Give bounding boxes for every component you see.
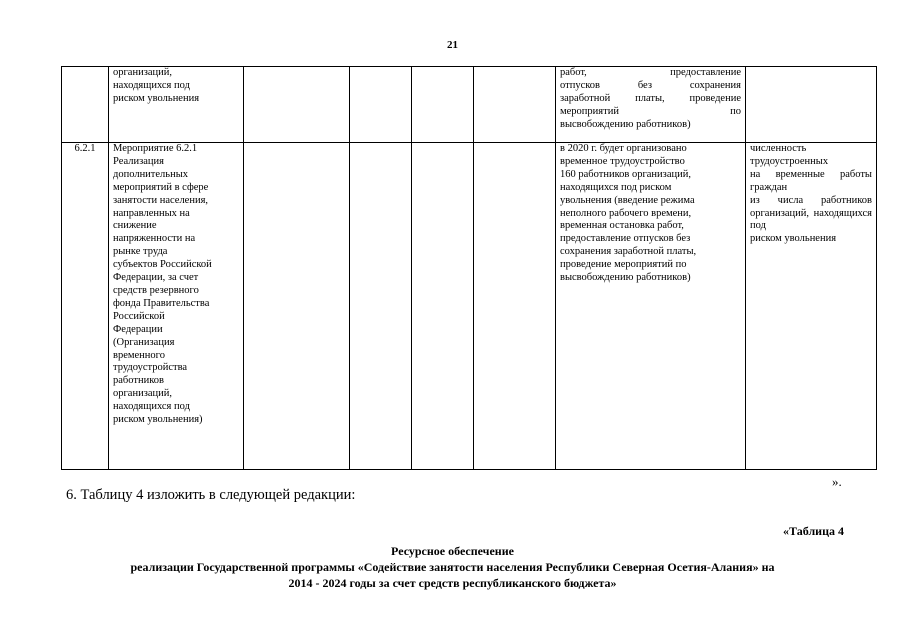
instruction-text: 6. Таблицу 4 изложить в следующей редакции: xyxy=(66,487,356,503)
cell-line: заработной платы, проведение xyxy=(560,92,741,104)
cell-empty xyxy=(474,67,556,143)
cell-line: проведение мероприятий по xyxy=(560,259,687,271)
cell-line: занятости населения, xyxy=(113,194,209,206)
cell-indicator xyxy=(746,67,877,143)
cell-line: неполного рабочего времени, xyxy=(560,207,692,219)
cell-line: временного xyxy=(113,349,165,361)
cell-line: напряженности на xyxy=(113,233,196,245)
table-row xyxy=(62,143,877,470)
cell-measure xyxy=(109,67,244,143)
cell-line: риском увольнения) xyxy=(113,414,203,426)
cell-line: высвобождению работников) xyxy=(560,272,691,284)
cell-line: сохранения заработной платы, xyxy=(560,246,697,258)
cell-line: организаций, xyxy=(113,67,172,78)
cell-line: Реализация xyxy=(113,155,164,167)
cell-line: работников xyxy=(113,375,164,387)
cell-line: субъектов Российской xyxy=(113,259,212,271)
cell-empty xyxy=(244,143,350,470)
cell-line: рынке труда xyxy=(113,246,168,258)
cell-line: Федерации, за счет xyxy=(113,272,199,284)
closing-quote: ». xyxy=(832,474,842,489)
cell-line: средств резервного xyxy=(113,284,199,296)
cell-row-number xyxy=(62,67,109,143)
cell-line: (Организация xyxy=(113,336,175,348)
cell-result xyxy=(556,143,746,470)
cell-empty xyxy=(474,143,556,470)
cell-line: из числа работников xyxy=(750,194,872,206)
cell-line: на временные работы граждан xyxy=(750,168,872,193)
section-heading-line-3: 2014 - 2024 годы за счет средств республиканского бюджета» xyxy=(288,576,617,590)
table-row xyxy=(62,67,877,143)
page-number: 21 xyxy=(447,39,458,51)
cell-line: находящихся под риском xyxy=(560,181,672,193)
cell-measure xyxy=(109,143,244,470)
cell-result xyxy=(556,67,746,143)
cell-line: находящихся под xyxy=(113,79,190,91)
cell-line: численность трудоустроенных xyxy=(750,143,829,167)
cell-empty xyxy=(244,67,350,143)
cell-line: трудоустройства xyxy=(113,362,188,374)
cell-line: увольнения (введение режима xyxy=(560,194,695,206)
cell-line: предоставление отпусков без xyxy=(560,233,691,245)
cell-line: находящихся под xyxy=(113,401,190,413)
cell-line: Федерации xyxy=(113,323,163,335)
cell-empty xyxy=(350,67,412,143)
cell-line: Российской xyxy=(113,310,165,322)
cell-row-number: 6.2.1 xyxy=(62,143,109,470)
cell-line: Мероприятие 6.2.1 xyxy=(113,143,198,154)
cell-line: дополнительных xyxy=(113,168,189,180)
cell-line: временная остановка работ, xyxy=(560,220,684,232)
cell-line: риском увольнения xyxy=(113,92,200,104)
cell-line: мероприятий по xyxy=(560,105,741,117)
program-measures-table xyxy=(61,66,877,470)
cell-line: мероприятий в сфере xyxy=(113,181,209,193)
table-label: «Таблица 4 xyxy=(783,524,844,538)
cell-line: риском увольнения xyxy=(750,233,837,245)
cell-line: в 2020 г. будет организовано xyxy=(560,143,687,154)
cell-line: 160 работников организаций, xyxy=(560,168,691,180)
cell-line: направленных на xyxy=(113,207,190,219)
cell-line: работ, предоставление xyxy=(560,67,741,78)
cell-empty xyxy=(350,143,412,470)
cell-empty xyxy=(412,143,474,470)
cell-line: снижение xyxy=(113,220,157,232)
cell-line: временное трудоустройство xyxy=(560,155,685,167)
cell-indicator xyxy=(746,143,877,470)
cell-line: отпусков без сохранения xyxy=(560,79,741,91)
cell-line: высвобождению работников) xyxy=(560,118,691,130)
section-heading-line-2: реализации Государственной программы «Содействие занятости населения Республики Северная Осетия-Алания» на xyxy=(130,560,775,574)
section-heading-line-1: Ресурсное обеспечение xyxy=(391,544,514,558)
cell-empty xyxy=(412,67,474,143)
cell-line: фонда Правительства xyxy=(113,297,210,309)
cell-line: организаций, xyxy=(113,388,172,400)
cell-line: организаций, находящихся под xyxy=(750,207,872,232)
